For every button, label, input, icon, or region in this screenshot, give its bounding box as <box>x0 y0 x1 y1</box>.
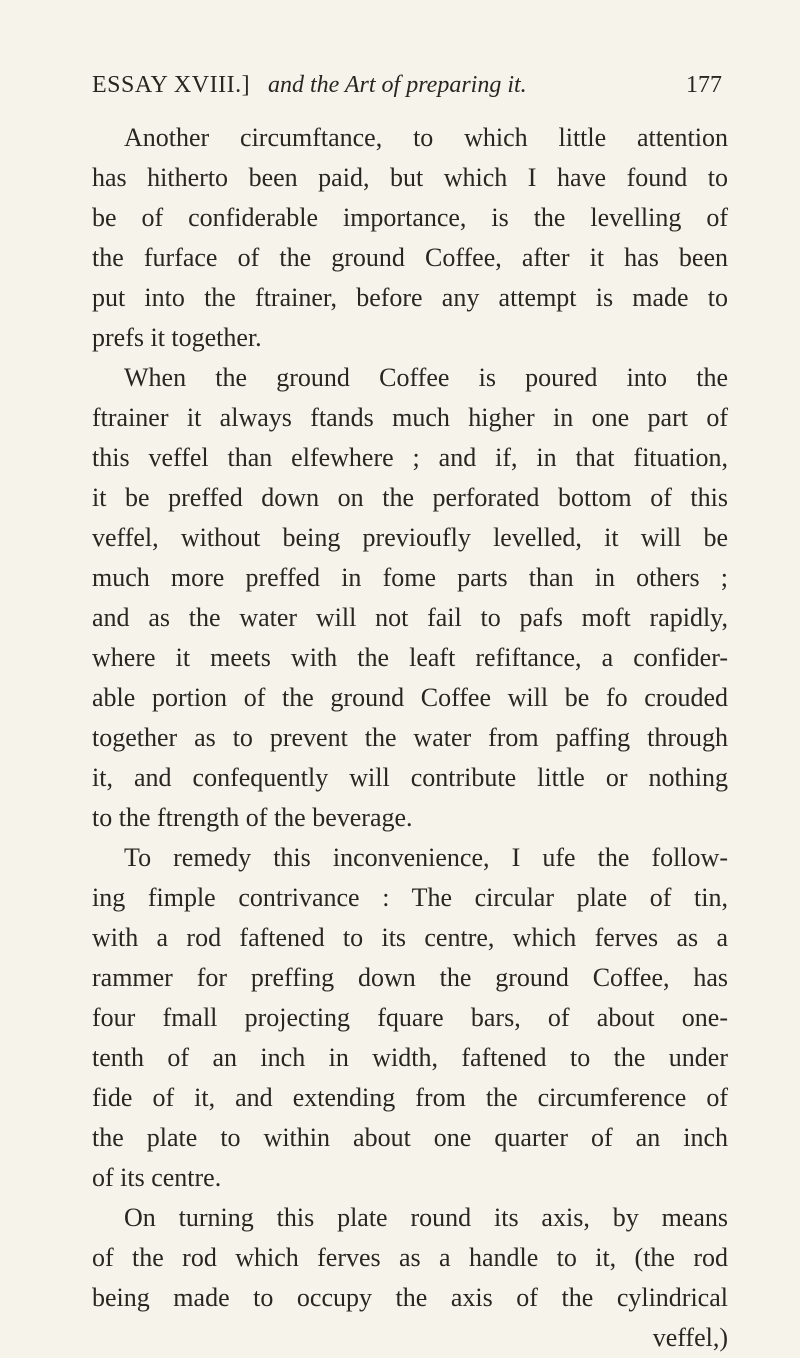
text-line: rammer for preffing down the ground Coffee, has <box>92 963 728 992</box>
running-title: and the Art of preparing it. <box>268 72 527 98</box>
text-line: Another circumftance, to which little attention <box>124 123 728 152</box>
text-line: the furface of the ground Coffee, after it has been <box>92 243 728 272</box>
text-line: be of confiderable importance, is the levelling of <box>92 203 728 232</box>
text-line: To remedy this inconvenience, I ufe the follow- <box>124 843 728 872</box>
text-line: able portion of the ground Coffee will be fo crouded <box>92 683 728 712</box>
text-line: prefs it together. <box>92 323 262 352</box>
text-line: much more preffed in fome parts than in others ; <box>92 563 728 592</box>
catchword-line: veffel,) <box>652 1323 728 1352</box>
text-line: ing fimple contrivance : The circular plate of tin, <box>92 883 728 912</box>
text-line: veffel, without being previoufly levelled, it will be <box>92 523 728 552</box>
text-line: the plate to within about one quarter of an inch <box>92 1123 728 1152</box>
text-line: fide of it, and extending from the circumference of <box>92 1083 728 1112</box>
text-line: put into the ftrainer, before any attempt is made to <box>92 283 728 312</box>
essay-label: ESSAY XVIII.] <box>92 72 251 98</box>
text-line: and as the water will not fail to pafs moft rapidly, <box>92 603 728 632</box>
text-line: it, and confequently will contribute little or nothing <box>92 763 728 792</box>
text-line: with a rod faftened to its centre, which ferves as a <box>92 923 728 952</box>
text-line: together as to prevent the water from paffing through <box>92 723 728 752</box>
body-text <box>92 118 728 1358</box>
text-line: of the rod which ferves as a handle to it, (the rod <box>92 1243 728 1272</box>
text-line: to the ftrength of the beverage. <box>92 803 413 832</box>
text-line: ftrainer it always ftands much higher in one part of <box>92 403 728 432</box>
page-number: 177 <box>686 72 722 98</box>
text-line: this veffel than elfewhere ; and if, in that fituation, <box>92 443 728 472</box>
text-line: On turning this plate round its axis, by means <box>124 1203 728 1232</box>
text-line: it be preffed down on the perforated bottom of this <box>92 483 728 512</box>
text-line: When the ground Coffee is poured into the <box>124 363 728 392</box>
text-line: tenth of an inch in width, faftened to the under <box>92 1043 728 1072</box>
text-line: being made to occupy the axis of the cylindrical <box>92 1283 728 1312</box>
text-line: has hitherto been paid, but which I have found to <box>92 163 728 192</box>
running-head <box>92 72 722 106</box>
text-line: of its centre. <box>92 1163 222 1192</box>
text-line: where it meets with the leaft refiftance, a confider- <box>92 643 728 672</box>
text-line: four fmall projecting fquare bars, of about one- <box>92 1003 728 1032</box>
